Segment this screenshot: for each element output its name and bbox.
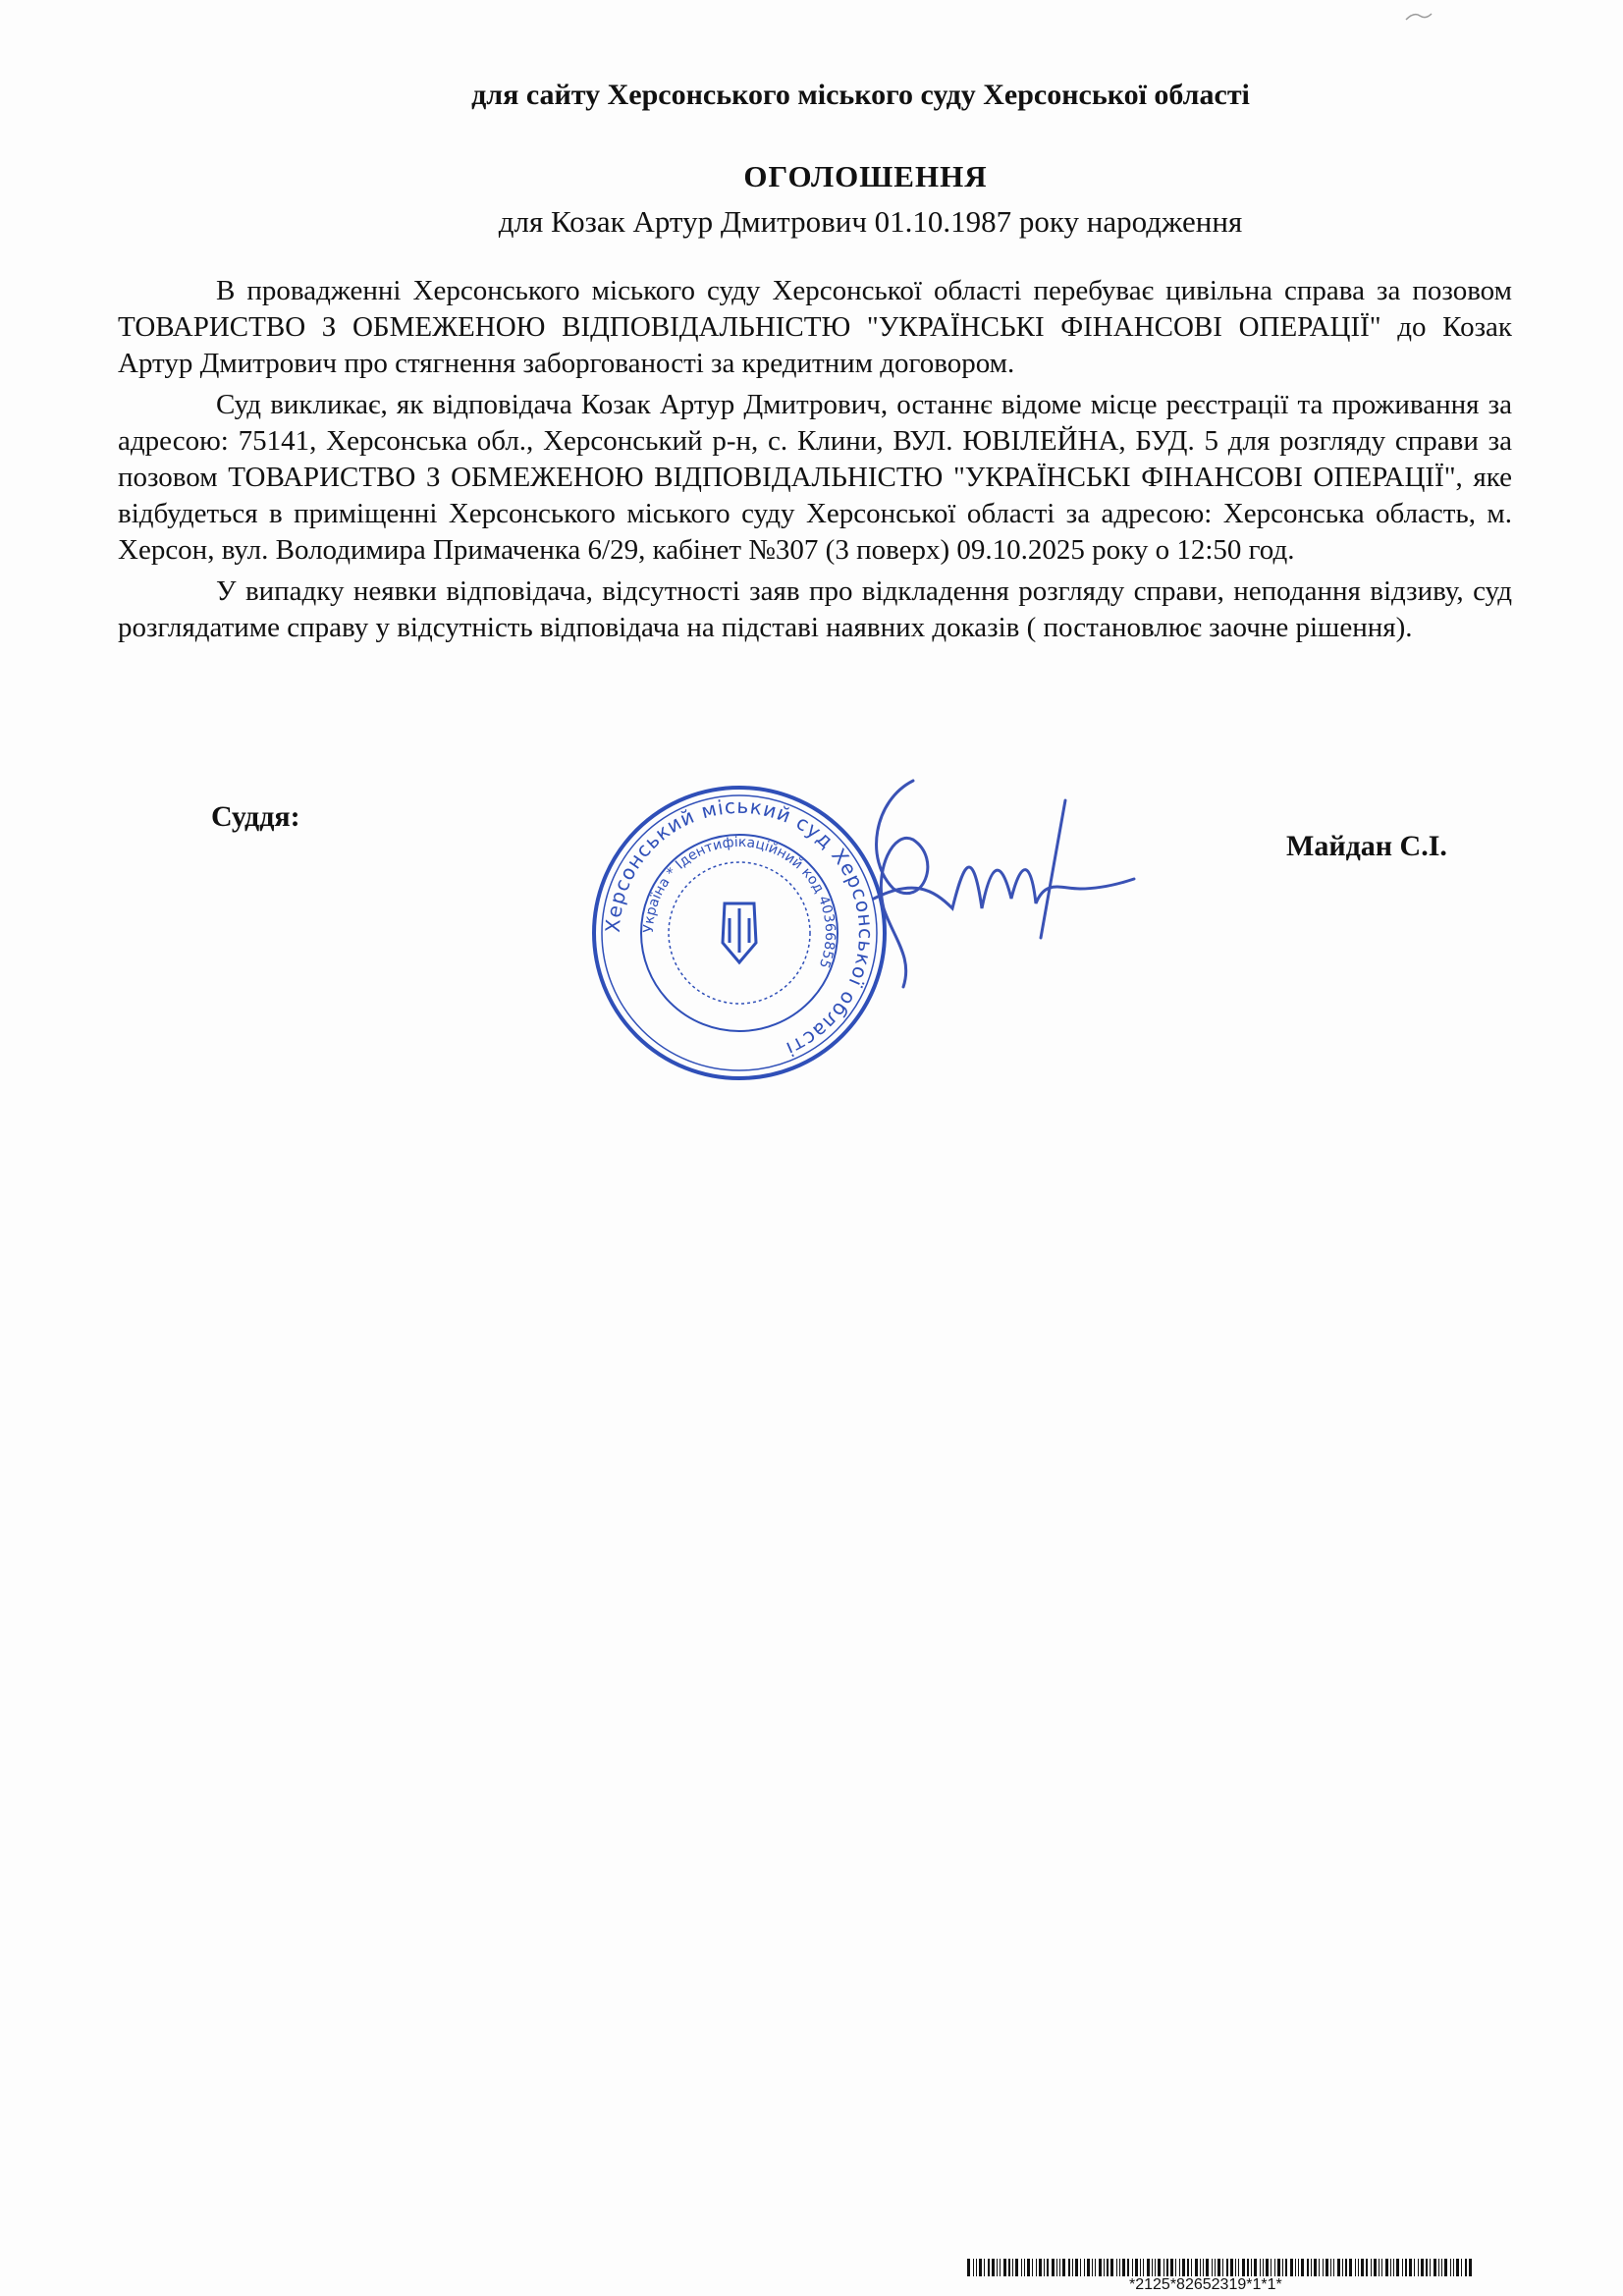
- barcode-icon: [967, 2259, 1478, 2276]
- document-header: для сайту Херсонського міського суду Херсонської області: [471, 79, 1250, 111]
- judge-name: Майдан С.І.: [1286, 830, 1447, 862]
- signature-icon: [854, 741, 1139, 997]
- judge-label: Суддя:: [211, 800, 300, 833]
- seal-outer-text: Херсонський міський суд Херсонської області: [600, 793, 879, 1062]
- document-title: ОГОЛОШЕННЯ: [743, 159, 988, 193]
- paragraph: В провадженні Херсонського міського суду Херсонської області перебуває цивільна справа за позовом ТОВАРИСТВО З ОБМЕЖЕНОЮ ВІДПОВІДАЛЬНІСТЮ "УКРАЇНСЬКІ ФІНАНСОВІ ОПЕРАЦІЇ" до Козак Артур Дмитрович про стягнення заборгованості за кредитним договором.: [118, 275, 1512, 379]
- court-seal-icon: [587, 781, 892, 1085]
- document-body: [118, 273, 1512, 651]
- barcode-number: *2125*82652319*1*1*: [1129, 2276, 1282, 2293]
- document-subtitle: для Козак Артур Дмитрович 01.10.1987 року народження: [498, 204, 1243, 239]
- seal-inner-text: Україна * Ідентифікаційний код 40366855: [640, 834, 839, 970]
- paragraph: У випадку неявки відповідача, відсутності заяв про відкладення розгляду справи, неподання відзиву, суд розглядатиме справу у відсутність відповідача на підставі наявних доказів ( постановлює заочне рішення).: [118, 575, 1512, 643]
- scan-artifact-mark: [1404, 10, 1434, 24]
- paragraph: Суд викликає, як відповідача Козак Артур Дмитрович, останнє відоме місце реєстрації та проживання за адресою: 75141, Херсонська обл., Херсонський р-н, с. Клини, ВУЛ. ЮВІЛЕЙНА, БУД. 5 для розгляду справи за позовом ТОВАРИСТВО З ОБМЕЖЕНОЮ ВІДПОВІДАЛЬНІСТЮ "УКРАЇНСЬКІ ФІНАНСОВІ ОПЕРАЦІЇ", яке відбудеться в приміщенні Херсонського міського суду Херсонської області за адресою: Херсонська область, м. Херсон, вул. Володимира Примаченка 6/29, кабінет №307 (3 поверх) 09.10.2025 року о 12:50 год.: [118, 389, 1512, 566]
- signature-block: [0, 793, 1623, 1075]
